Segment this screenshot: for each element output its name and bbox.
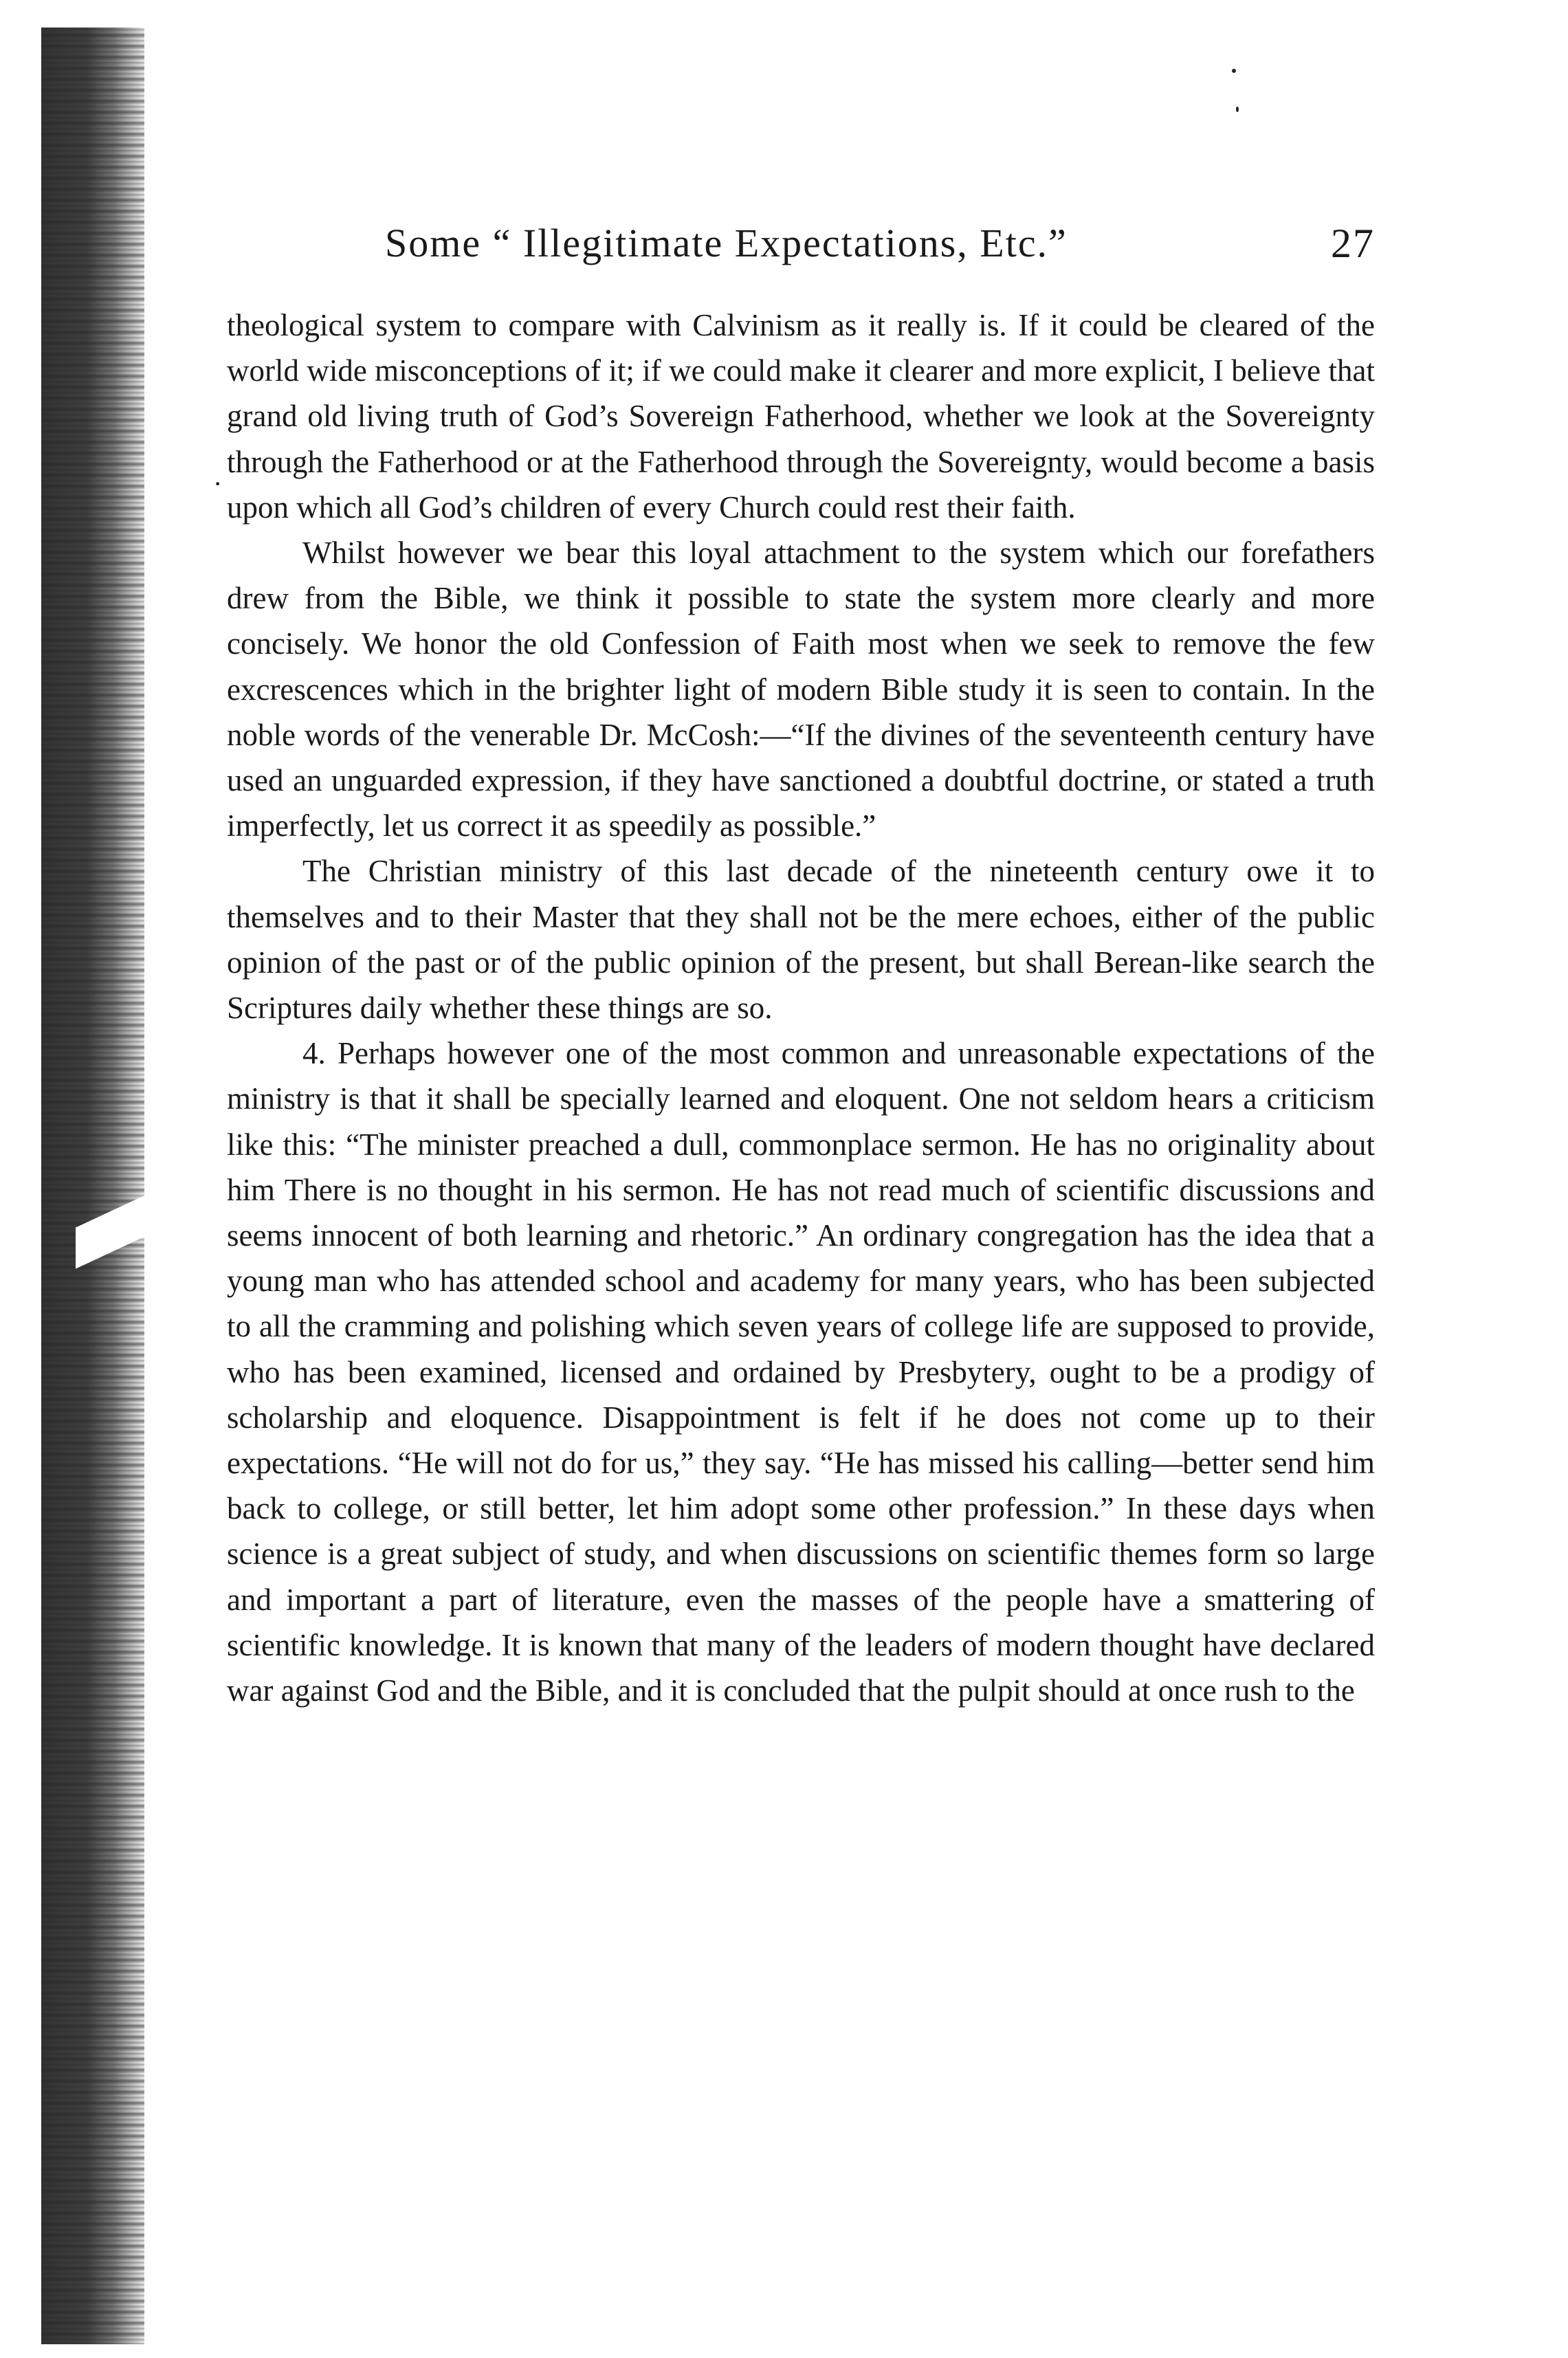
paragraph: 4. Perhaps however one of the most common and unreasonable expectations of the ministry is that it shall be specially learned and eloquent. One not seldom hears a criticism like this: “The minister preached a dull, commonplace sermon. He has no originality about him There is no thought in his sermon. He has not read much of scientific discussions and seems innocent of both learning and rhetoric.” An ordinary congregation has the idea that a young man who has attended school and academy for many years, who has been subjected to all the cramming and polishing which seven years of college life are supposed to provide, who has been examined, licensed and ordained by Presbytery, ought to be a prodigy of scholarship and eloquence. Disappointment is felt if he does not come up to their expectations. “He will not do for us,” they say. “He has missed his calling—better send him back to college, or still better, let him adopt some other profession.” In these days when science is a great subject of study, and when discussions on scientific themes form so large and important a part of literature, even the masses of the people have a smattering of scientific knowledge. It is known that many of the leaders of modern thought have declared war against God and the Bible, and it is concluded that the pulpit should at once rush to the: [227, 1036, 1375, 1708]
running-head: [385, 220, 1375, 282]
running-head-title: Some “ Illegitimate Expectations, Etc.”: [385, 221, 1068, 265]
ink-speck: [1236, 107, 1239, 112]
scanned-binding-edge: [41, 27, 144, 2344]
paragraph: The Christian ministry of this last decade of the nineteenth century owe it to themselves and to their Master that they shall not be the mere echoes, either of the public opinion of the past or of the public opinion of the present, but shall Berean-like search the Scriptures daily whether these things are so.: [227, 854, 1375, 1026]
paragraph: Whilst however we bear this loyal attachment to the system which our forefathers drew from the Bible, we think it possible to state the system more clearly and more concisely. We honor the old Confession of Faith most when we seek to remove the few excrescences which in the brighter light of modern Bible study it is seen to contain. In the noble words of the venerable Dr. McCosh:—“If the divines of the seventeenth century have used an unguarded expression, if they have sanctioned a doubtful doctrine, or stated a truth imperfectly, let us correct it as speedily as possible.”: [227, 536, 1375, 844]
paragraph: theological system to compare with Calvinism as it really is. If it could be cleared of the world wide misconceptions of it; if we could make it clearer and more explicit, I believe that grand old living truth of God’s Sovereign Fatherhood, whether we look at the Sovereignty through the Fatherhood or at the Fatherhood through the Sovereignty, would become a basis upon which all God’s children of every Church could rest their faith.: [227, 308, 1375, 525]
body-text: [227, 302, 1375, 1713]
ink-speck: [1232, 69, 1236, 73]
page-number: 27: [1331, 221, 1375, 266]
margin-mark: ·: [213, 468, 223, 499]
